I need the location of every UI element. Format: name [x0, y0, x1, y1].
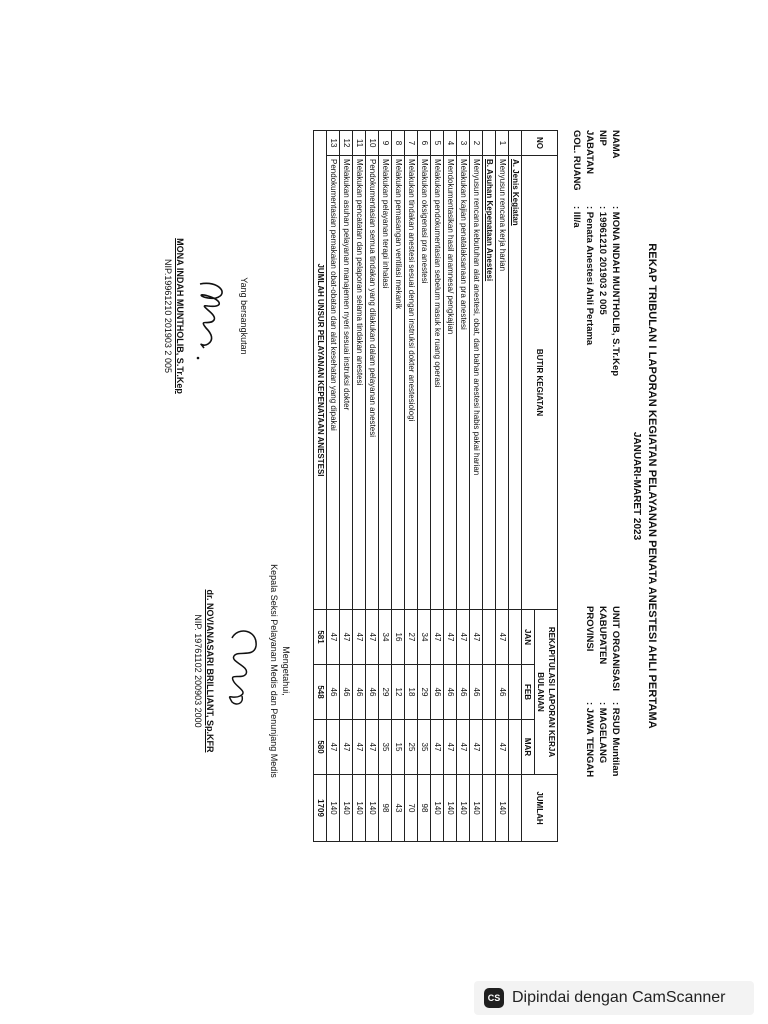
- header-butir-kegiatan: BUTIR KEGIATAN: [522, 156, 558, 610]
- row-mar: 25: [405, 720, 418, 775]
- table-row: [379, 131, 392, 842]
- row-jan: 47: [457, 610, 470, 665]
- section-b-label: B. Asuhan Kepenataan Anestesi: [483, 156, 496, 610]
- header-feb: FEB: [522, 665, 535, 720]
- row-jan: 47: [353, 610, 366, 665]
- row-feb: 46: [457, 665, 470, 720]
- row-feb: 46: [496, 665, 509, 720]
- row-no: 13: [327, 131, 340, 156]
- row-jan: 47: [327, 610, 340, 665]
- table-row: [353, 131, 366, 842]
- sign-right-name: dr. NOVIANASARI BRILLIANT, Sp.KFR: [205, 589, 215, 753]
- organization-info: [583, 606, 622, 777]
- row-no: 4: [444, 131, 457, 156]
- header-jan: JAN: [522, 610, 535, 665]
- table-row: [405, 131, 418, 842]
- handwritten-signature-icon: [186, 236, 238, 396]
- row-jumlah: 140: [340, 775, 353, 842]
- row-mar: 35: [379, 720, 392, 775]
- row-butir: Melakukan asuhan pelayanan manajemen nyeri sesuai instruksi dokter: [340, 156, 353, 610]
- table-row: [418, 131, 431, 842]
- info-nama: NAMA: MONA INDAH MUNTHOLIB, S.Tr.Kep: [610, 130, 621, 377]
- row-jan: 47: [431, 610, 444, 665]
- row-butir: Melakukan pendokumentasian sebelum masuk ke ruang operasi: [431, 156, 444, 610]
- row-feb: 46: [353, 665, 366, 720]
- row-jumlah: 140: [496, 775, 509, 842]
- row-mar: 47: [366, 720, 379, 775]
- row-jumlah: 140: [470, 775, 483, 842]
- row-butir: Pendokumentasian pemakaian obat-obatan dan alat kesehatan yang dipakai: [327, 156, 340, 610]
- row-butir: Menyusun rencana kerja harian: [496, 156, 509, 610]
- row-jan: 34: [379, 610, 392, 665]
- row-no: 9: [379, 131, 392, 156]
- total-jan: 581: [314, 610, 327, 665]
- row-jumlah: 140: [457, 775, 470, 842]
- row-feb: 29: [418, 665, 431, 720]
- row-no: 2: [470, 131, 483, 156]
- row-jumlah: 98: [379, 775, 392, 842]
- total-mar: 580: [314, 720, 327, 775]
- row-no: 11: [353, 131, 366, 156]
- row-butir: Melakukan kajian penatalaksanaan pra anestesi: [457, 156, 470, 610]
- total-jumlah: 1709: [314, 775, 327, 842]
- row-mar: 15: [392, 720, 405, 775]
- row-butir: Melakukan pelayanan terapi inhalasi: [379, 156, 392, 610]
- row-feb: 29: [379, 665, 392, 720]
- row-jan: 47: [444, 610, 457, 665]
- row-mar: 47: [340, 720, 353, 775]
- row-no: 12: [340, 131, 353, 156]
- row-no: 3: [457, 131, 470, 156]
- camscanner-logo-icon: CS: [484, 988, 504, 1008]
- employee-info: [570, 130, 622, 376]
- info-gol-ruang: GOL. RUANG: III/a: [571, 130, 582, 228]
- sign-right-nip: NIP. 19761102 200903 2000: [193, 614, 203, 728]
- header-rekapitulasi: REKAPITULASI LAPORAN KERJA BULANAN: [535, 610, 558, 775]
- info-nip: NIP: 19961210 201903 2 005: [597, 130, 608, 315]
- sign-left-nip: NIP.19961210 201903 2 005: [163, 259, 173, 373]
- table-row: [340, 131, 353, 842]
- row-no: 6: [418, 131, 431, 156]
- signature-supervisor: [216, 546, 268, 796]
- info-provinsi: PROVINSI: JAWA TENGAH: [584, 606, 595, 778]
- section-row-b: [483, 131, 496, 842]
- sign-right-caption1: Mengetahui,: [281, 646, 291, 696]
- row-no: 5: [431, 131, 444, 156]
- row-feb: 46: [431, 665, 444, 720]
- row-jumlah: 140: [444, 775, 457, 842]
- row-mar: 47: [496, 720, 509, 775]
- table-row: [366, 131, 379, 842]
- row-jan: 27: [405, 610, 418, 665]
- row-feb: 12: [392, 665, 405, 720]
- section-a-label: A. Jenis Kegiatan: [509, 156, 522, 610]
- camscanner-text: Dipindai dengan CamScanner: [512, 989, 726, 1006]
- document-subtitle: JANUARI-MARET 2023: [631, 431, 642, 541]
- info-jabatan: JABATAN: Penata Anestesi Ahli Pertama: [584, 130, 595, 346]
- row-butir: Melakukan tindakan anestesi sesuai dengan instruksi dokter anestesiologi: [405, 156, 418, 610]
- row-feb: 18: [405, 665, 418, 720]
- row-no: 10: [366, 131, 379, 156]
- info-unit-organisasi: UNIT ORGANISASI: RSUD Muntilan: [610, 606, 621, 777]
- header-jumlah: JUMLAH: [522, 775, 558, 842]
- row-butir: Melakukan pemasangan ventilasi mekanik: [392, 156, 405, 610]
- table-row: [470, 131, 483, 842]
- row-jan: 47: [496, 610, 509, 665]
- row-feb: 46: [444, 665, 457, 720]
- row-feb: 46: [327, 665, 340, 720]
- signature-block-supervisor: [192, 546, 292, 796]
- row-jumlah: 70: [405, 775, 418, 842]
- row-butir: Mendokumentasikan hasil anamnesa/ pengkajian: [444, 156, 457, 610]
- signature-block-employee: [162, 236, 250, 396]
- row-no: 8: [392, 131, 405, 156]
- total-label: JUMLAH UNSUR PELAYANAN KEPENATAAN ANESTESI: [314, 131, 327, 610]
- row-mar: 47: [457, 720, 470, 775]
- row-mar: 47: [470, 720, 483, 775]
- row-jan: 47: [340, 610, 353, 665]
- row-butir: Menyusun rencana kebutuhan alat anestesi, obat, dan bahan anestesi habis pakai harian: [470, 156, 483, 610]
- row-butir: Melakukan oksigenasi pra anestesi: [418, 156, 431, 610]
- sign-left-name: MONA INDAH MUNTHOLIB, S.Tr.Kep: [175, 238, 185, 394]
- row-mar: 47: [327, 720, 340, 775]
- total-row: [314, 131, 327, 842]
- table-row: [327, 131, 340, 842]
- row-feb: 46: [366, 665, 379, 720]
- row-jan: 16: [392, 610, 405, 665]
- table-row: [457, 131, 470, 842]
- row-jumlah: 140: [327, 775, 340, 842]
- table-row: [392, 131, 405, 842]
- section-row-a: [509, 131, 522, 842]
- row-butir: Melakukan pencatatan dan pelaporan selama tindakan anestesi: [353, 156, 366, 610]
- total-feb: 548: [314, 665, 327, 720]
- camscanner-badge: [474, 981, 754, 1015]
- row-feb: 46: [470, 665, 483, 720]
- row-no: 1: [496, 131, 509, 156]
- signature-employee: [186, 236, 238, 396]
- row-jumlah: 98: [418, 775, 431, 842]
- table-header-row: [535, 131, 558, 842]
- row-jumlah: 140: [431, 775, 444, 842]
- row-mar: 47: [353, 720, 366, 775]
- row-jumlah: 140: [366, 775, 379, 842]
- document-title: REKAP TRIBULAN I LAPORAN KEGIATAN PELAYANAN PENATA ANESTESI AHLI PERTAMA: [646, 243, 658, 729]
- row-butir: Pendokumentasian semua tindakan yang dilakukan dalam pelayanan anestesi: [366, 156, 379, 610]
- row-jumlah: 43: [392, 775, 405, 842]
- handwritten-signature-icon: [216, 546, 268, 796]
- header-no: NO: [522, 131, 558, 156]
- row-no: 7: [405, 131, 418, 156]
- document-page: [104, 116, 664, 856]
- row-mar: 35: [418, 720, 431, 775]
- table-row: [431, 131, 444, 842]
- row-mar: 47: [444, 720, 457, 775]
- sign-right-caption2: Kepala Seksi Pelayanan Medis dan Penunjang Medis: [269, 564, 279, 778]
- row-feb: 46: [340, 665, 353, 720]
- table-row: [496, 131, 509, 842]
- row-jan: 47: [470, 610, 483, 665]
- row-jan: 47: [366, 610, 379, 665]
- row-jumlah: 140: [353, 775, 366, 842]
- info-kabupaten: KABUPATEN: MAGELANG: [597, 606, 608, 764]
- row-mar: 47: [431, 720, 444, 775]
- row-jan: 34: [418, 610, 431, 665]
- activity-table: [313, 130, 558, 842]
- header-mar: MAR: [522, 720, 535, 775]
- table-row: [444, 131, 457, 842]
- sign-left-caption: Yang bersangkutan: [239, 277, 249, 355]
